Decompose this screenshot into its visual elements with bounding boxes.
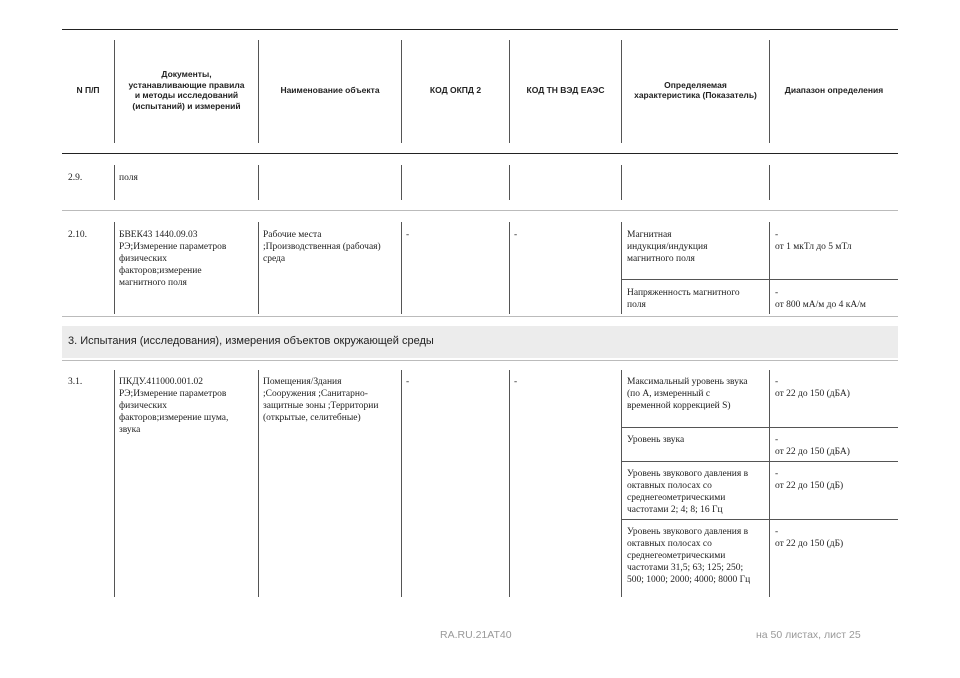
subrow-divider	[621, 461, 898, 462]
row-2-10-char-2: Напряженность магнитного поля	[627, 288, 740, 310]
section-heading-text: 3. Испытания (исследования), измерения объектов окружающей среды	[68, 335, 434, 347]
header-num: N П/П	[76, 84, 100, 95]
row-2-10-range-1: - от 1 мкТл до 5 мТл	[775, 230, 852, 252]
row-col-separator	[509, 370, 510, 597]
row-3-1-tnved: -	[514, 377, 518, 387]
header-tnved: КОД ТН ВЭД ЕАЭС	[526, 84, 605, 95]
row-2-10-range-2: - от 800 мА/м до 4 кА/м	[775, 288, 866, 310]
row-3-1-num: 3.1.	[68, 377, 83, 387]
row-col-separator	[114, 165, 115, 200]
header-characteristic: Определяемая характеристика (Показатель)	[634, 79, 757, 100]
row-divider	[62, 210, 898, 211]
row-col-separator	[769, 370, 770, 597]
header-object: Наименование объекта	[280, 84, 380, 95]
row-col-separator	[769, 222, 770, 314]
header-range: Диапазон определения	[784, 84, 884, 95]
row-2-10-object: Рабочие места ;Производственная (рабочая) среда	[263, 230, 381, 264]
row-col-separator	[258, 222, 259, 314]
subrow-divider	[621, 519, 898, 520]
row-3-1-range-2: - от 22 до 150 (дБА)	[775, 435, 850, 457]
row-3-1-char-2: Уровень звука	[627, 435, 685, 445]
row-col-separator	[509, 165, 510, 200]
row-2-10-okpd: -	[406, 230, 410, 240]
row-col-separator	[114, 222, 115, 314]
row-2-9-docs: поля	[119, 173, 138, 183]
row-3-1-char-1: Максимальный уровень звука (по А, измеренный с временной коррекцией S)	[627, 377, 748, 411]
row-2-10-tnved: -	[514, 230, 518, 240]
subrow-divider	[621, 279, 898, 280]
header-okpd: КОД ОКПД 2	[429, 84, 482, 95]
row-divider	[62, 316, 898, 317]
row-col-separator	[114, 370, 115, 597]
row-col-separator	[621, 222, 622, 314]
row-3-1-char-4: Уровень звукового давления в октавных полосах со среднегеометрическими частотами 31,5; 63; 125; 250; 500; 1000; 2000; 4000; 8000 Гц	[627, 527, 751, 585]
row-divider	[62, 360, 898, 361]
header-docs: Документы, устанавливающие правила и методы исследований (испытаний) и измерений	[128, 69, 245, 111]
row-col-separator	[401, 165, 402, 200]
section-heading	[62, 326, 898, 358]
row-col-separator	[769, 165, 770, 200]
row-2-9-num: 2.9.	[68, 173, 83, 183]
row-col-separator	[258, 370, 259, 597]
row-3-1-docs: ПКДУ.411000.001.02 РЭ;Измерение параметров физических факторов;измерение шума, звука	[119, 377, 229, 435]
row-3-1-range-4: - от 22 до 150 (дБ)	[775, 527, 844, 549]
row-col-separator	[621, 370, 622, 597]
row-3-1-char-3: Уровень звукового давления в октавных полосах со среднегеометрическими частотами 2; 4; 8; 16 Гц	[627, 469, 749, 515]
row-3-1-object: Помещения/Здания ;Сооружения ;Санитарно- защитные зоны ;Территории (открытые, селитебные)	[263, 377, 379, 423]
footer-doc-id: RA.RU.21AT40	[440, 629, 512, 641]
header-bottom-border	[62, 153, 898, 154]
subrow-divider	[621, 427, 898, 428]
row-2-10-num: 2.10.	[68, 230, 87, 240]
row-col-separator	[258, 165, 259, 200]
table-top-border	[62, 29, 898, 30]
row-2-10-docs: БВЕК43 1440.09.03 РЭ;Измерение параметров физических факторов;измерение магнитного поля	[119, 230, 227, 288]
row-2-10-char-1: Магнитная индукция/индукция магнитного поля	[627, 230, 708, 264]
footer-page-info: на 50 листах, лист 25	[756, 629, 861, 641]
row-3-1-range-3: - от 22 до 150 (дБ)	[775, 469, 844, 491]
row-col-separator	[509, 222, 510, 314]
row-col-separator	[401, 222, 402, 314]
row-3-1-range-1: - от 22 до 150 (дБА)	[775, 377, 850, 399]
row-col-separator	[621, 165, 622, 200]
row-3-1-okpd: -	[406, 377, 410, 387]
row-col-separator	[401, 370, 402, 597]
